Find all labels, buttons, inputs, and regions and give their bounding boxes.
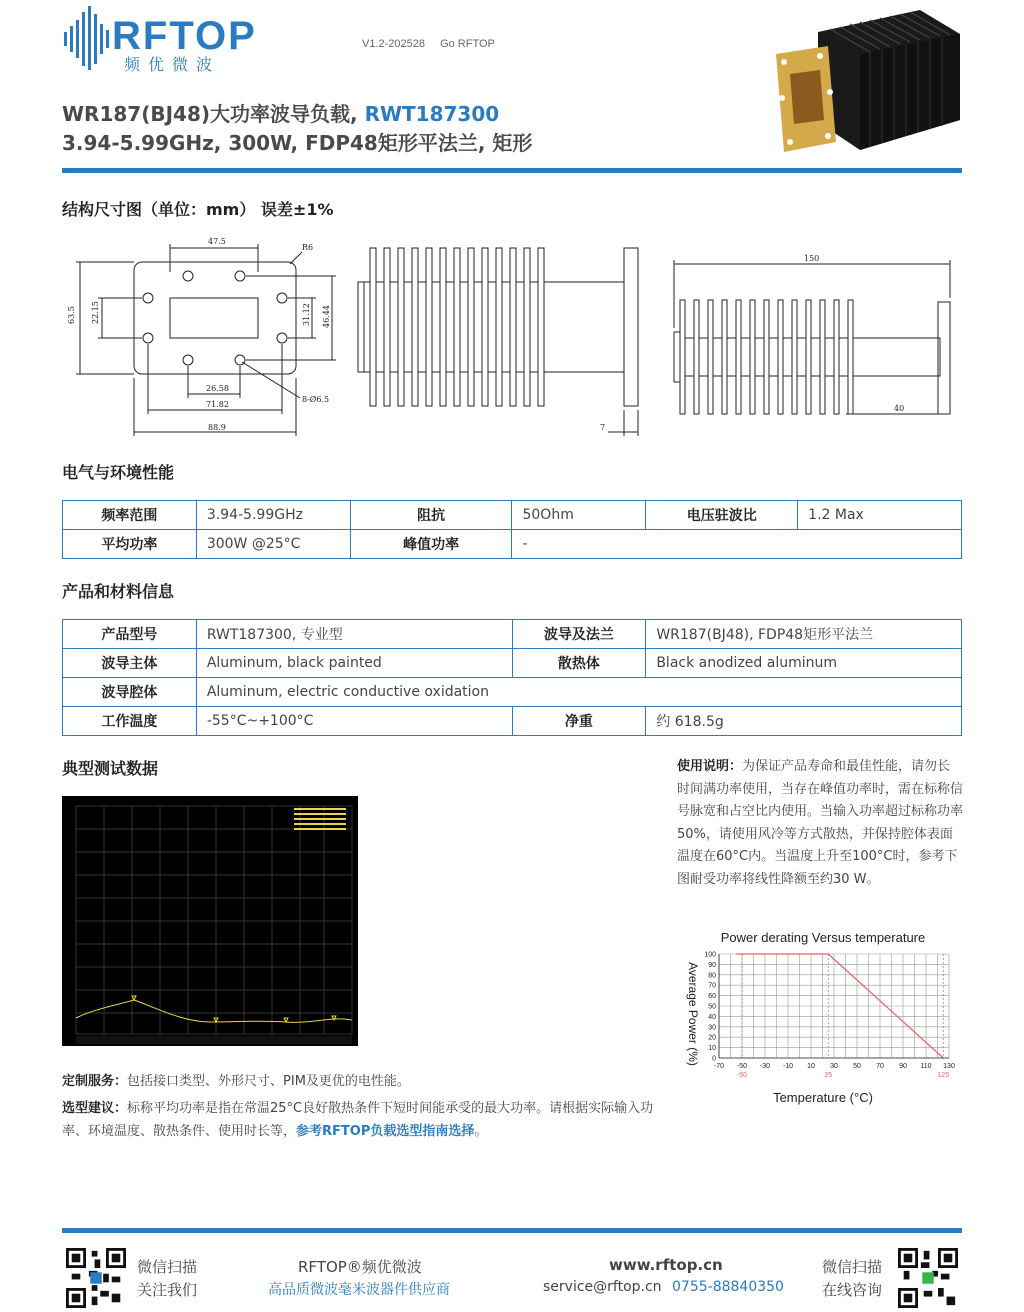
- x-tick-label: 30: [830, 1063, 838, 1070]
- marker-label: -50: [736, 1072, 748, 1079]
- version-bar: [362, 38, 507, 50]
- footer-wechat2-label: 微信扫描: [822, 1258, 883, 1276]
- x-tick-label: -30: [759, 1063, 771, 1070]
- selection-advice: [62, 1097, 662, 1143]
- dimension-drawing: [62, 232, 962, 444]
- cell-key: 工作温度: [63, 707, 197, 736]
- cell-value: 300W @25°C: [196, 530, 350, 559]
- cell-value: Black anodized aluminum: [646, 649, 962, 678]
- logo-mark-icon: [62, 6, 118, 70]
- logo-cn: 频优微波: [124, 55, 221, 74]
- chart-y-ticks: [704, 952, 716, 1063]
- dim-right-inner: 31.12: [302, 303, 311, 326]
- usage-note-text: 为保证产品寿命和最佳性能，请勿长时间满功率使用，当存在峰值功率时，需在标称信号脉宽和占空比内使用。当输入功率超过标称功率50%，请使用风冷等方式散热，并保持腔体表面温度在60°C内。当温度上升至100°C时，参考下图耐受功率将线性降额至约30 W。: [677, 759, 964, 887]
- product-table: [62, 619, 962, 736]
- cell-value: 约 618.5g: [646, 707, 962, 736]
- cell-key: 波导主体: [63, 649, 197, 678]
- table-row: [63, 530, 962, 559]
- x-tick-label: 90: [899, 1063, 907, 1070]
- y-tick-label: 80: [708, 972, 716, 980]
- y-tick-label: 40: [708, 1013, 716, 1021]
- product-photo: [770, 2, 962, 162]
- section-test: 典型测试数据: [62, 759, 159, 778]
- table-row: [63, 678, 962, 707]
- x-tick-label: -10: [782, 1063, 794, 1070]
- table-row: [63, 707, 962, 736]
- section-product: 产品和材料信息: [62, 582, 175, 601]
- dim-length: 150: [804, 254, 820, 263]
- dim-corner: R6: [302, 243, 314, 252]
- y-tick-label: 0: [712, 1055, 716, 1063]
- cell-key: 峰值功率: [350, 530, 512, 559]
- x-tick-label: 130: [943, 1063, 955, 1070]
- chart-ylabel: Average Power (%): [686, 962, 700, 1066]
- selection-guide-link[interactable]: 参考RFTOP负载选型指南选择: [296, 1124, 475, 1139]
- electrical-table: [62, 500, 962, 559]
- logo-text: RFTOP: [112, 14, 257, 58]
- cell-key: 波导及法兰: [512, 620, 646, 649]
- title-prefix: WR187(BJ48)大功率波导负载,: [62, 102, 365, 126]
- footer-phone[interactable]: 0755-88840350: [672, 1279, 784, 1295]
- cell-key: 阻抗: [350, 501, 512, 530]
- cell-key: 散热体: [512, 649, 646, 678]
- footer-slogan: 高品质微波毫米波器件供应商: [268, 1282, 450, 1298]
- x-tick-label: 10: [807, 1063, 815, 1070]
- cell-value: Aluminum, electric conductive oxidation: [196, 678, 961, 707]
- cell-value: WR187(BJ48), FDP48矩形平法兰: [646, 620, 962, 649]
- custom-text: 包括接口类型、外形尺寸、PIM及更优的电性能。: [127, 1074, 410, 1089]
- dim-thick: 7: [600, 423, 606, 432]
- footer-brand: RFTOP®频优微波: [298, 1258, 422, 1276]
- selection-label: 选型建议：: [62, 1101, 128, 1116]
- header-rule: [62, 168, 962, 173]
- chart-grid: [719, 954, 949, 1058]
- marker-label: 25: [824, 1072, 833, 1079]
- y-tick-label: 100: [704, 951, 716, 959]
- footer-rule: [62, 1228, 962, 1233]
- cell-value: 1.2 Max: [798, 501, 962, 530]
- y-tick-label: 50: [708, 1003, 716, 1011]
- x-tick-label: -70: [713, 1063, 725, 1070]
- section-electrical: 电气与环境性能: [62, 463, 175, 482]
- dim-holes: 8-Ø6.5: [302, 395, 330, 404]
- section-dimensions: 结构尺寸图（单位：mm） 误差±1%: [62, 200, 334, 219]
- dim-left-outer: 63.5: [67, 306, 76, 324]
- cell-key: 电压驻波比: [646, 501, 798, 530]
- cell-value: -55°C~+100°C: [196, 707, 512, 736]
- cell-value: -: [512, 530, 962, 559]
- dim-tail: 40: [894, 404, 905, 413]
- chart-x-ticks: [714, 1063, 955, 1070]
- custom-label: 定制服务：: [62, 1074, 128, 1089]
- flange-outline: [134, 262, 296, 374]
- x-tick-label: 70: [876, 1063, 884, 1070]
- chart-xlabel: Temperature (°C): [773, 1090, 873, 1105]
- waveguide-aperture: [170, 298, 258, 338]
- y-tick-label: 60: [708, 993, 716, 1001]
- footer-consult-label: 在线咨询: [822, 1281, 883, 1299]
- table-row: [63, 501, 962, 530]
- selection-end: 。: [474, 1124, 488, 1139]
- marker-label: 125: [937, 1072, 950, 1079]
- dim-right-outer: 46.44: [322, 305, 331, 328]
- custom-service: [62, 1070, 662, 1093]
- cell-key: 波导腔体: [63, 678, 197, 707]
- dim-h1: 26.58: [206, 384, 229, 393]
- cell-value: RWT187300, 专业型: [196, 620, 512, 649]
- cell-key: 净重: [512, 707, 646, 736]
- cell-key: 平均功率: [63, 530, 197, 559]
- cell-value: Aluminum, black painted: [196, 649, 512, 678]
- footer-wechat-label: 微信扫描: [137, 1258, 198, 1276]
- x-tick-label: 110: [920, 1063, 932, 1070]
- product-title: [62, 98, 499, 127]
- usage-note-label: 使用说明：: [677, 759, 743, 774]
- version-label: V1.2-202528: [362, 38, 425, 50]
- title-model: RWT187300: [364, 102, 500, 126]
- qr-consult-icon[interactable]: [898, 1248, 958, 1308]
- chart-title: Power derating Versus temperature: [720, 930, 926, 945]
- product-subtitle: 3.94-5.99GHz, 300W, FDP48矩形平法兰, 矩形: [62, 131, 533, 155]
- y-tick-label: 10: [708, 1045, 716, 1053]
- footer-follow-label: 关注我们: [137, 1281, 198, 1299]
- selection-text: 标称平均功率是指在常温25°C良好散热条件下短时间能承受的最大功率。请根据实际输入功率、环境温度、散热条件、使用时长等，: [62, 1101, 654, 1139]
- dim-flange-top: 47.5: [208, 237, 226, 246]
- y-tick-label: 20: [708, 1034, 716, 1042]
- footer-email[interactable]: service@rftop.cn: [543, 1279, 662, 1295]
- y-tick-label: 90: [708, 961, 716, 969]
- dim-h2: 71.82: [206, 400, 229, 409]
- cell-key: 频率范围: [63, 501, 197, 530]
- vna-screenshot: [62, 796, 358, 1046]
- dim-left-inner: 22.15: [91, 301, 100, 324]
- usage-note: [677, 756, 963, 892]
- footer-contact: [543, 1279, 784, 1295]
- table-row: [63, 649, 962, 678]
- x-tick-label: 50: [853, 1063, 861, 1070]
- footer-url[interactable]: www.rftop.cn: [609, 1256, 723, 1274]
- cell-value: 50Ohm: [512, 501, 646, 530]
- x-tick-label: -50: [736, 1063, 748, 1070]
- goto-link[interactable]: Go RFTOP: [440, 38, 495, 50]
- y-tick-label: 30: [708, 1024, 716, 1032]
- qr-follow-icon[interactable]: [66, 1248, 126, 1308]
- y-tick-label: 70: [708, 982, 716, 990]
- cell-key: 产品型号: [63, 620, 197, 649]
- table-row: [63, 620, 962, 649]
- dim-h3: 88.9: [208, 423, 226, 432]
- cell-value: 3.94-5.99GHz: [196, 501, 350, 530]
- derating-chart: [677, 924, 963, 1110]
